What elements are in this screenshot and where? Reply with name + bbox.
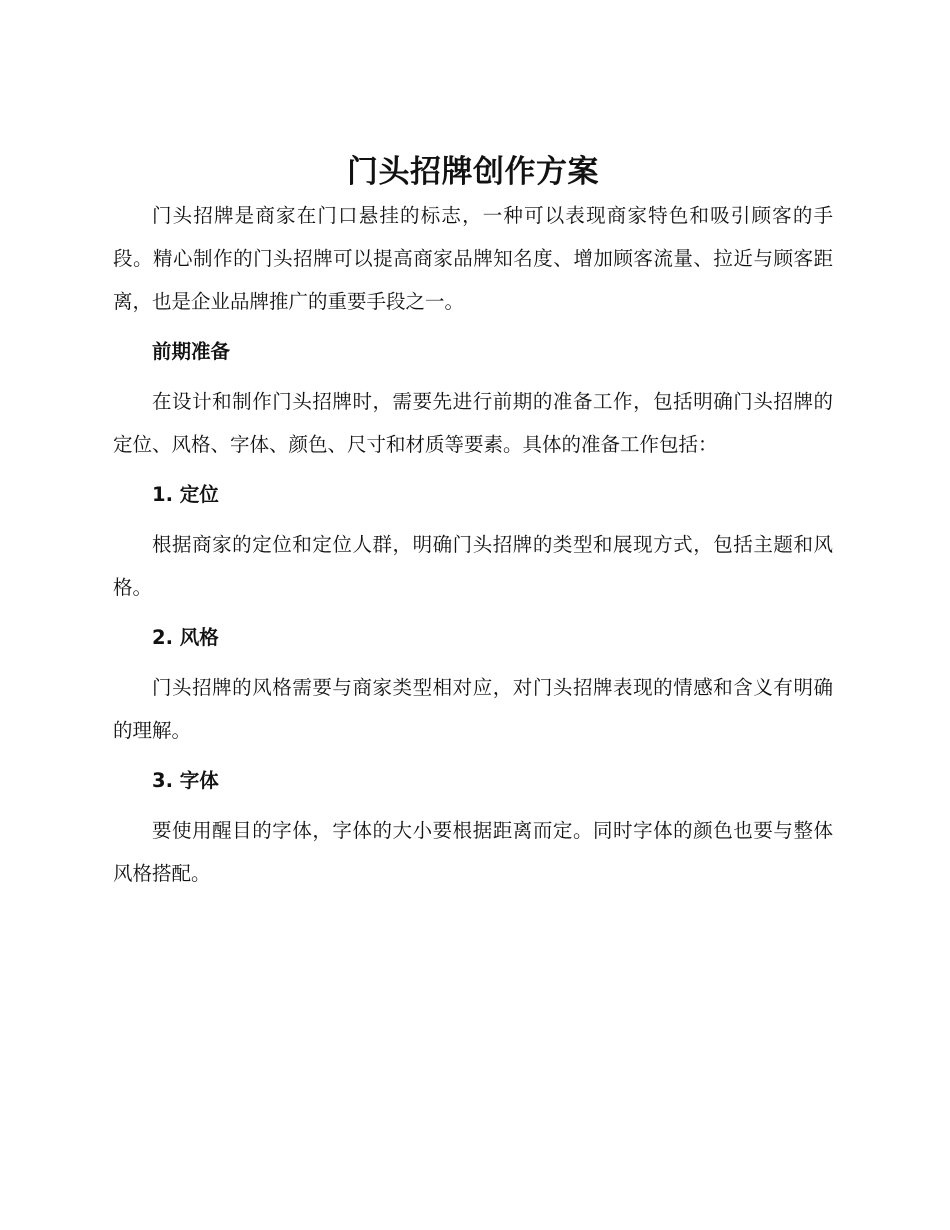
item-paragraph-style: 门头招牌的风格需要与商家类型相对应，对门头招牌表现的情感和含义有明确的理解。 — [113, 676, 833, 742]
item-paragraph-positioning: 根据商家的定位和定位人群，明确门头招牌的类型和展现方式，包括主题和风格。 — [113, 533, 833, 599]
intro-paragraph: 门头招牌是商家在门口悬挂的标志，一种可以表现商家特色和吸引顾客的手段。精心制作的门头招牌可以提高商家品牌知名度、增加顾客流量、拉近与顾客距离，也是企业品牌推广的重要手段之一。 — [113, 204, 833, 313]
prep-paragraph: 在设计和制作门头招牌时，需要先进行前期的准备工作，包括明确门头招牌的定位、风格、字体、颜色、尺寸和材质等要素。具体的准备工作包括： — [113, 390, 833, 456]
section-heading-prep: 前期准备 — [152, 340, 231, 363]
item-heading-font: 3. 字体 — [152, 769, 219, 792]
item-heading-positioning: 1. 定位 — [152, 483, 219, 506]
document-page — [113, 150, 833, 895]
item-paragraph-font: 要使用醒目的字体，字体的大小要根据距离而定。同时字体的颜色也要与整体风格搭配。 — [113, 819, 833, 885]
item-heading-style: 2. 风格 — [152, 626, 219, 649]
document-title: 门头招牌创作方案 — [347, 154, 599, 190]
